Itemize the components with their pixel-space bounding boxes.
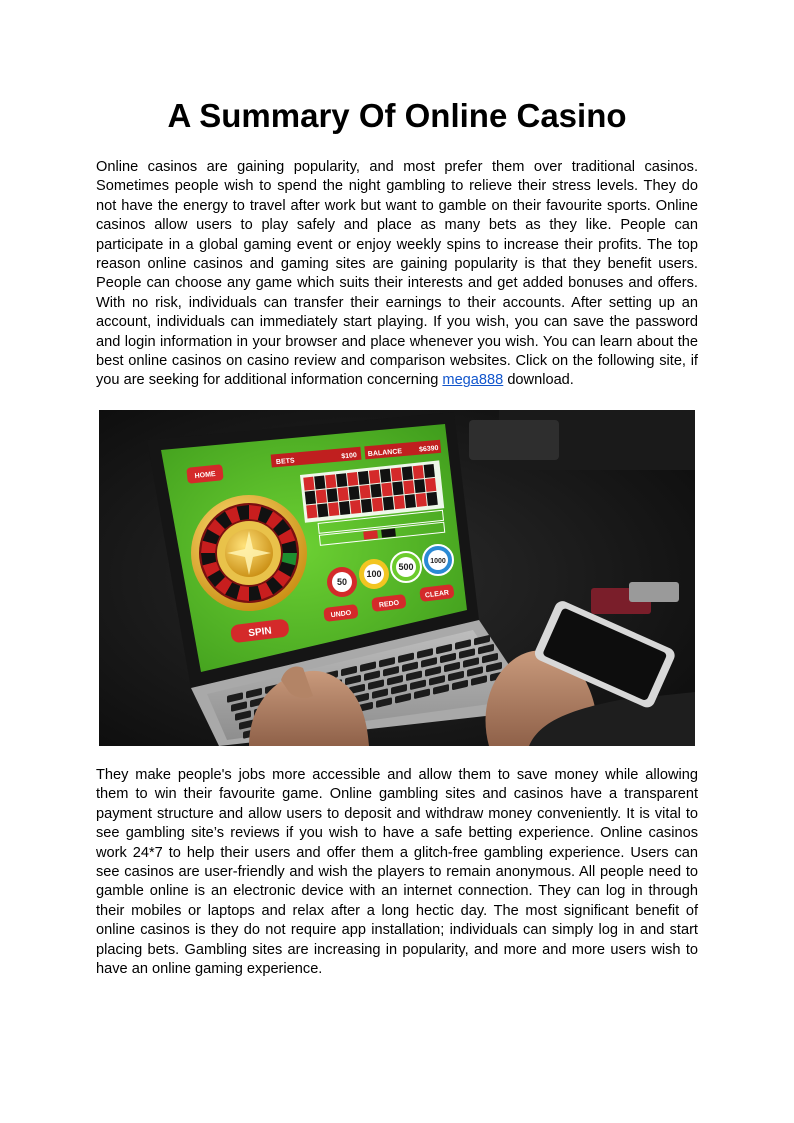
svg-text:UNDO: UNDO: [330, 609, 352, 620]
bet-cell: [405, 494, 416, 508]
bet-cell: [372, 498, 383, 512]
bet-cell: [361, 499, 372, 513]
bet-cell: [392, 481, 403, 495]
svg-text:100: 100: [366, 569, 382, 579]
chip-1000: [423, 545, 453, 575]
chip-500: [391, 552, 421, 582]
casino-laptop-photo: [99, 410, 695, 746]
bet-cell: [416, 493, 427, 507]
intro-text-end: download.: [503, 372, 574, 389]
device-top: [629, 582, 679, 602]
roulette-wheel: [191, 495, 307, 611]
page-title: A Summary Of Online Casino: [167, 97, 627, 134]
intro-text: Online casinos are gaining popularity, and most prefer them over traditional casinos. Sometimes people wish to spend the night gambling to relieve their stress levels. They do not have the energy to travel after work but want to gamble on their favourite sports. Online casinos allow users to play safely and place as many bets as they like. People can participate in a global gaming event or enjoy weekly spins to increase their profits. The top reason online casinos and gaming sites are gaining popularity is that they benefit users. People can choose any game which suits their interests and get added bonuses and offers. With no risk, individuals can transfer their earnings to their accounts. After setting up an account, individuals can immediately start playing. If you wish, you can save the password and login information in your browser and place whenever you wish. You can learn about the best online casinos on casino review and comparison websites. Click on the following site, if you are seeking for additional information concerning: [96, 159, 698, 389]
background-object: [469, 420, 559, 460]
bet-cell: [317, 503, 328, 517]
bet-cell: [305, 491, 316, 505]
body-paragraph: They make people's jobs more accessible and allow them to save money while allowing them to win their favourite game. Online gambling sites and casinos have a transparent payment structure and allow users to deposit and withdraw money conveniently. It is vital to see gambling site’s reviews if you wish to have a safe betting experience. Online casinos work 24*7 to help their users and offer them a glitch-free gambling experience. Users can see casinos are user-friendly and wish the players to remain anonymous. All people need to gamble online is an electronic device with an internet connection. They can log in through their mobiles or laptops and relax after a long hectic day. The most significant benefit of online casinos is they do not require app installation; individuals can simply log in and start placing bets. Gambling sites are increasing in popularity, and more and more users wish to have an online gaming experience.: [96, 767, 698, 978]
bet-cell: [303, 477, 314, 491]
intro-paragraph: [96, 158, 698, 391]
bet-cell: [424, 464, 435, 478]
bet-cell: [402, 466, 413, 480]
bet-cell: [370, 484, 381, 498]
svg-text:SPIN: SPIN: [247, 625, 273, 640]
svg-text:HOME: HOME: [194, 470, 216, 481]
bet-cell: [380, 469, 391, 483]
bet-cell: [381, 483, 392, 497]
svg-text:CLEAR: CLEAR: [424, 589, 450, 600]
casino-laptop-illustration: [99, 410, 695, 746]
bet-cell: [391, 467, 402, 481]
bet-cell: [327, 488, 338, 502]
bet-cell: [427, 492, 438, 506]
bet-cell: [339, 501, 350, 515]
bet-cell: [338, 487, 349, 501]
bet-cell: [350, 500, 361, 514]
bet-cell: [383, 496, 394, 510]
bet-cell: [414, 479, 425, 493]
bet-cell: [316, 489, 327, 503]
bet-cell: [306, 504, 317, 518]
svg-text:1000: 1000: [430, 558, 446, 565]
bet-cell: [369, 470, 380, 484]
mega888-link[interactable]: mega888: [442, 372, 504, 389]
bet-cell: [359, 485, 370, 499]
bet-cell: [314, 475, 325, 489]
chip-50: [327, 567, 357, 597]
bet-cell: [403, 480, 414, 494]
svg-text:$6390: $6390: [418, 444, 439, 454]
svg-text:REDO: REDO: [378, 599, 400, 610]
svg-text:BALANCE: BALANCE: [367, 448, 403, 459]
bet-cell: [325, 474, 336, 488]
bet-cell: [394, 495, 405, 509]
chip-100: [359, 559, 389, 589]
bet-cell: [336, 473, 347, 487]
bet-cell: [413, 465, 424, 479]
svg-text:50: 50: [336, 577, 348, 587]
bet-cell: [347, 472, 358, 486]
bet-cell: [425, 478, 436, 492]
bet-cell: [348, 486, 359, 500]
bet-cell: [358, 471, 369, 485]
bet-cell: [328, 502, 339, 516]
svg-text:BETS: BETS: [275, 457, 295, 467]
svg-text:$100: $100: [341, 452, 358, 461]
svg-text:500: 500: [398, 562, 414, 572]
